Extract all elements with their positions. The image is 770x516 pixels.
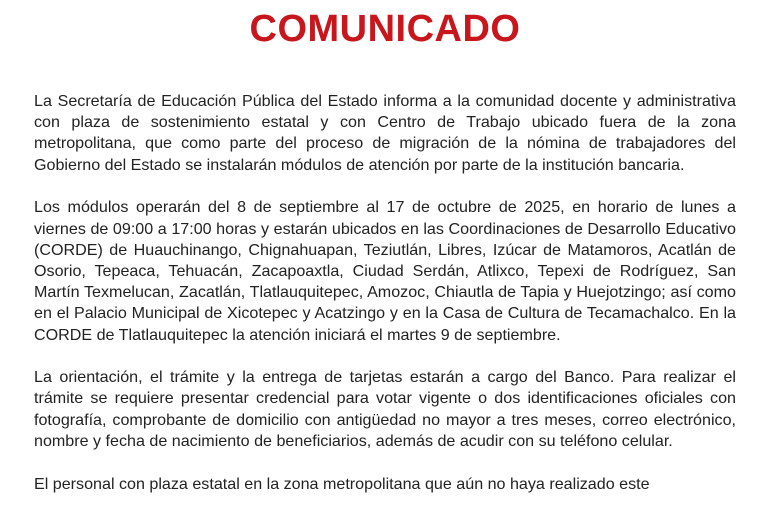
paragraph-metropolitan-staff: El personal con plaza estatal en la zona metropolitana que aún no haya realizado este (34, 474, 650, 493)
document-title: COMUNICADO (249, 8, 521, 50)
paragraph-intro: La Secretaría de Educación Pública del Estado informa a la comunidad docente y administrativa con plaza de sostenimiento estatal y con Centro de Trabajo ubicado fuera de la zona metropolitana, que como parte del proceso de migración de la nómina de trabajadores del Gobierno del Estado se instalarán módulos de atención por parte de la institución bancaria. (34, 92, 736, 174)
paragraph-schedule-locations: Los módulos operarán del 8 de septiembre al 17 de octubre de 2025, en horario de lunes a viernes de 09:00 a 17:00 horas y estarán ubicados en las Coordinaciones de Desarrollo Educativo (CORDE) de Huauchinango, Chignahuapan, Teziutlán, Libres, Izúcar de Matamoros, Acatlán de Osorio, Tepeaca, Tehuacán, Zacapoaxtla, Ciudad Serdán, Atlixco, Tepexi de Rodríguez, San Martín Texmelucan, Zacatlán, Tlatlauquitepec, Amozoc, Chiautla de Tapia y Huejotzingo; así como en el Palacio Municipal de Xicotepec y Acatzingo y en la Casa de Cultura de Tecamachalco. En la CORDE de Tlatlauquitepec la atención iniciará el martes 9 de septiembre. (34, 198, 736, 344)
document-body (34, 91, 736, 516)
paragraph-requirements: La orientación, el trámite y la entrega de tarjetas estarán a cargo del Banco. Para realizar el trámite se requiere presentar credencial para votar vigente o dos identificaciones oficiales con fotografía, comprobante de domicilio con antigüedad no mayor a tres meses, correo electrónico, nombre y fecha de nacimiento de beneficiarios, además de acudir con su teléfono celular. (34, 368, 736, 450)
